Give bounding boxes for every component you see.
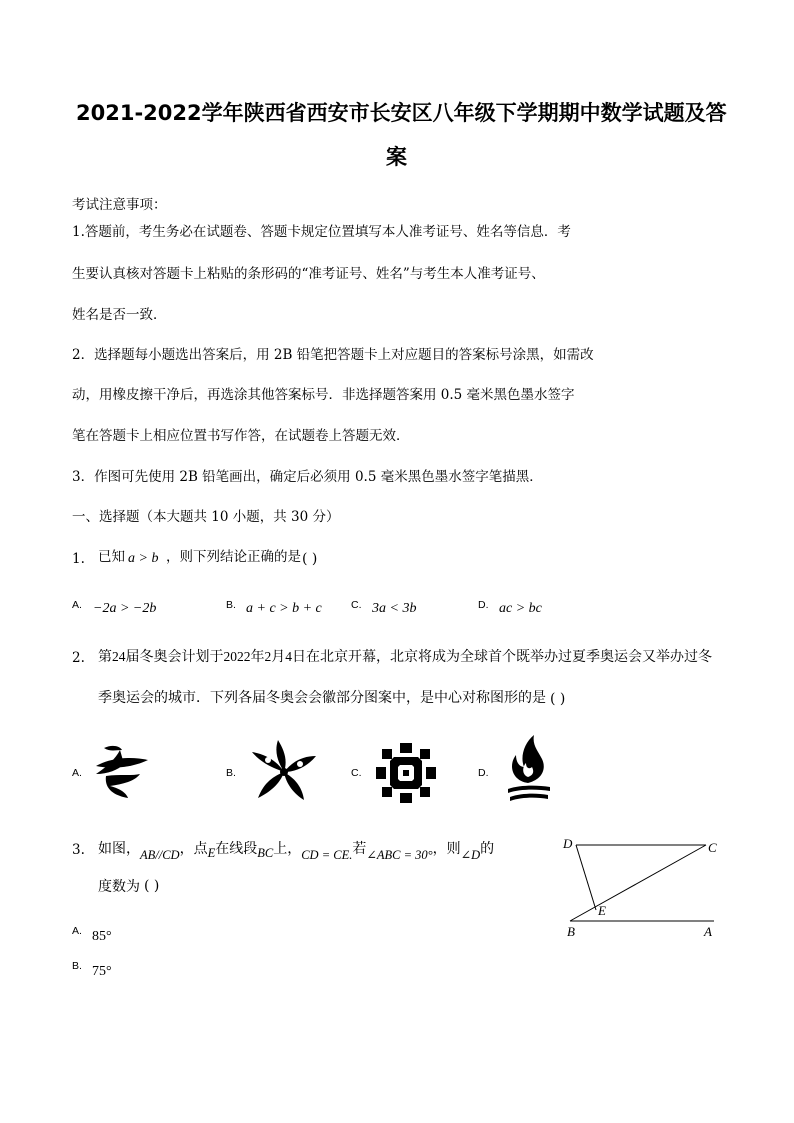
q3-number: 3. [72,842,85,858]
flame-emblem-icon [504,733,552,805]
q1-option-label: C. [351,599,362,611]
q1-option-label: D. [478,599,489,611]
q2-text-line2: 季奥运会的城市．下列各届冬奥会会徽部分图案中，是中心对称图形的是 [98,690,546,706]
q3-answer-blank: ( ) [144,878,160,894]
q3-option-label: B. [72,960,82,972]
q1-option-label: A. [72,599,82,611]
notice-line: 2．选择题每小题选出答案后，用 2B 铅笔把答题卡上对应题目的答案标号涂黑，如需改 [72,347,594,363]
floral-emblem-icon [248,738,320,804]
q3-option-label: A. [72,925,82,937]
q1-condition: a > b [128,551,159,566]
q1-number: 1. [72,551,85,567]
q3-option-a: 85° [92,929,112,944]
q2-option-label: C. [351,767,362,779]
notice-line: 笔在答题卡上相应位置书写作答，在试题卷上答题无效． [72,428,410,444]
figure-label-d: D [563,836,573,851]
figure-label-e: E [598,903,606,918]
q3-option-b: 75° [92,964,112,979]
q3-text-line2: 度数为 [98,879,140,895]
snowflake-emblem-icon [376,743,436,803]
q1-option-b: a + c > b + c [246,601,322,616]
calligraphy-emblem-icon [90,740,152,802]
figure-label-c: C [708,840,717,855]
figure-label-a: A [704,924,712,939]
page-title-line1: 2021-2022学年陕西省西安市长安区八年级下学期期中数学试题及答 [76,101,727,125]
q2-option-label: A. [72,767,82,779]
notice-line: 1.答题前，考生务必在试题卷、答题卡规定位置填写本人准考证号、姓名等信息．考 [72,224,571,240]
notice-line: 姓名是否一致． [72,307,167,323]
notice-line: 生要认真核对答题卡上粘贴的条形码的“准考证号、姓名”与考生本人准考证号、 [72,266,545,282]
q2-option-label: B. [226,767,236,779]
q2-number: 2. [72,650,85,666]
q3-text-line1: 如图，AB//CD，点E在线段BC上，CD = CE.若∠ABC = 30°，则∠D的 [98,841,495,862]
q1-option-d: ac > bc [499,601,542,616]
page-title-line2: 案 [386,145,407,169]
q1-option-c: 3a < 3b [372,601,417,616]
q1-option-label: B. [226,599,236,611]
q1-answer-blank: ( ) [302,551,318,567]
notice-line: 动，用橡皮擦干净后，再选涂其他答案标号．非选择题答案用 0.5 毫米黑色墨水签字 [72,387,575,403]
notice-heading: 考试注意事项： [72,197,167,213]
notice-line: 3．作图可先使用 2B 铅笔画出，确定后必须用 0.5 毫米黑色墨水签字笔描黑． [72,469,543,485]
q2-text-line1: 第24届冬奥会计划于2022年2月4日在北京开幕，北京将成为全球首个既举办过夏季奥运会又举办过冬 [98,649,712,665]
section-heading: 一、选择题（本大题共 10 小题，共 30 分） [72,509,340,525]
q1-text-post: ，则下列结论正确的是 [166,549,301,565]
figure-label-b: B [567,924,575,939]
q2-answer-blank: ( ) [550,691,566,707]
q2-option-label: D. [478,767,489,779]
q1-option-a: −2a > −2b [93,601,157,616]
q1-text-pre: 已知 [98,549,125,565]
